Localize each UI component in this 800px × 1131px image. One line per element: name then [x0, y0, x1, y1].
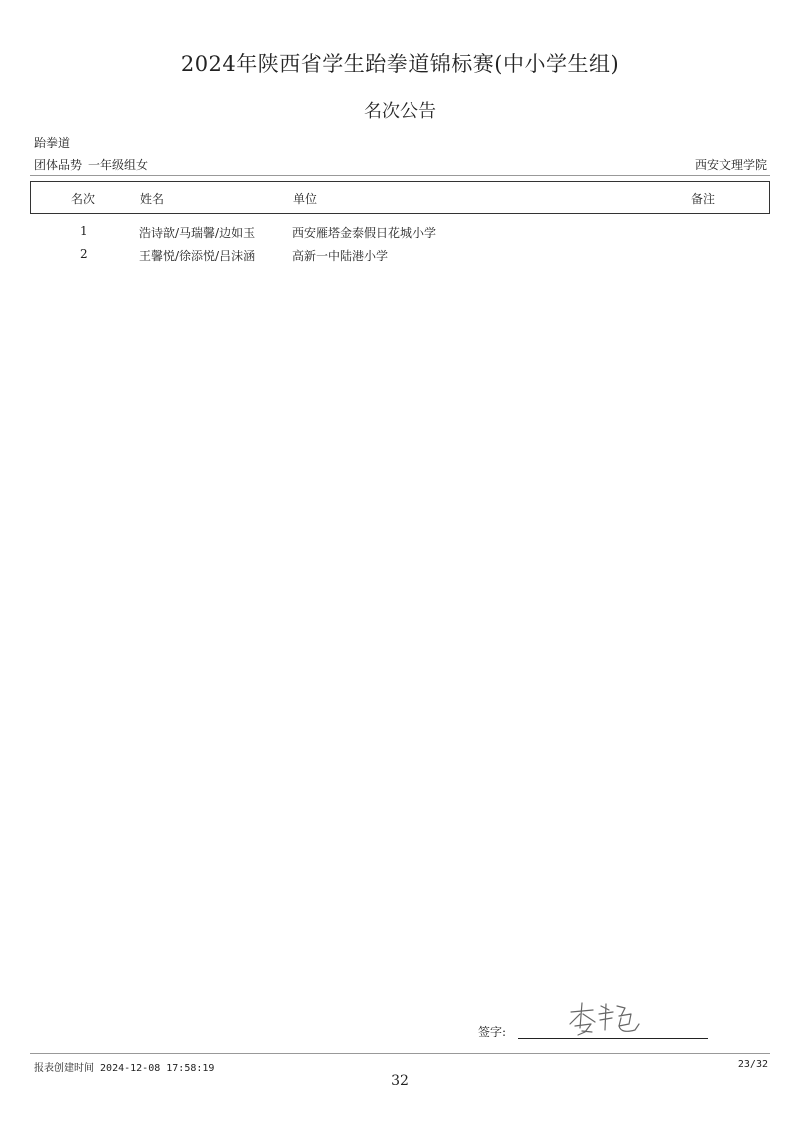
- row-names: 浩诗歆/马瑞馨/边如玉: [139, 226, 256, 240]
- table-row: [30, 247, 770, 269]
- handwritten-signature: [565, 998, 645, 1038]
- venue-label: 西安文理学院: [694, 158, 767, 172]
- created-time: [34, 1059, 214, 1074]
- header-names: 姓名: [140, 192, 165, 206]
- row-names: 王馨悦/徐添悦/吕沫涵: [139, 249, 256, 263]
- signature-line: [518, 1038, 708, 1039]
- event-line: [34, 156, 154, 173]
- sign-label: 签字:: [478, 1025, 507, 1039]
- page-title: 2024年陕西省学生跆拳道锦标赛(中小学生组): [180, 52, 620, 76]
- page-number: 32: [391, 1073, 409, 1089]
- row-unit: 高新一中陆港小学: [292, 249, 389, 263]
- footer-divider: [30, 1053, 770, 1054]
- header-unit: 单位: [293, 192, 318, 206]
- table-row: [30, 224, 770, 246]
- created-value: 2024-12-08 17:58:19: [100, 1063, 215, 1074]
- row-rank: 1: [80, 224, 88, 238]
- header-remark: 备注: [691, 192, 716, 206]
- row-rank: 2: [80, 247, 88, 261]
- sport-label: 跆拳道: [34, 136, 71, 150]
- header-rank: 名次: [71, 192, 96, 206]
- page-fraction: 23/32: [737, 1059, 768, 1070]
- divider: [30, 175, 770, 176]
- group-label: 一年级组女: [88, 158, 149, 172]
- row-unit: 西安雁塔金泰假日花城小学: [292, 226, 437, 240]
- page-subtitle: 名次公告: [364, 101, 436, 122]
- created-label: 报表创建时间: [34, 1063, 94, 1074]
- event-label: 团体品势: [34, 158, 83, 172]
- table-header: [30, 181, 770, 214]
